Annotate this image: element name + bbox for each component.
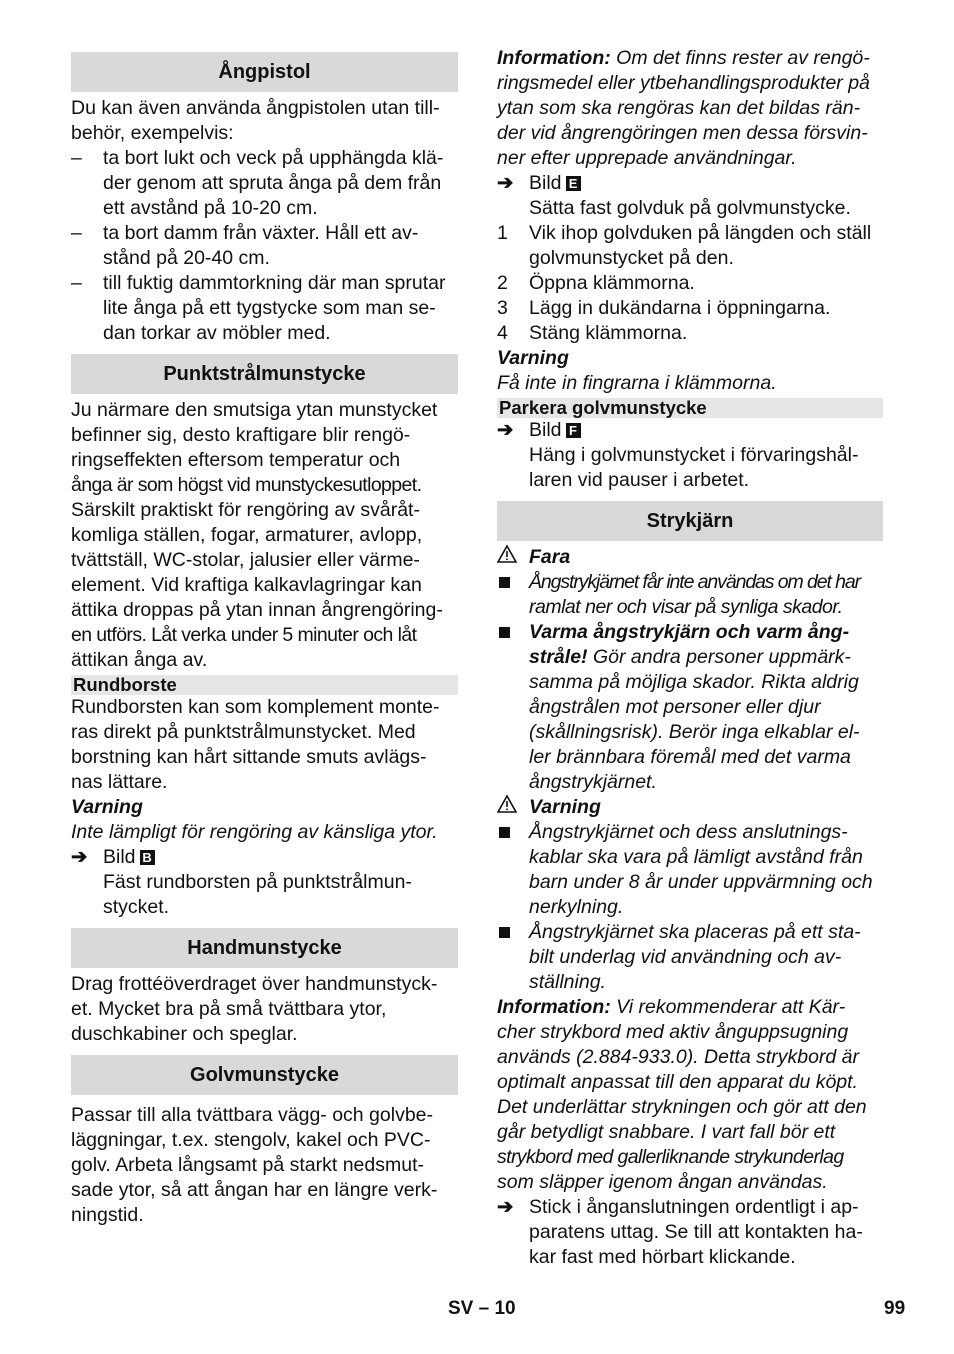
paragraph-line: Ju närmare den smutsiga ytan munstycket bbox=[71, 399, 438, 421]
bullet-item bbox=[497, 820, 883, 920]
paragraph-line: behör, exempelvis: bbox=[71, 122, 234, 144]
section-heading-punktstralmunstycke: Punktstrålmunstycke bbox=[71, 354, 458, 394]
info-text: ner efter upprepade användningar. bbox=[497, 147, 797, 169]
paragraph-line: tvättställ, WC-stolar, jalusier eller värme- bbox=[71, 549, 420, 571]
step-number: 1 bbox=[497, 222, 508, 244]
instruction-line: Fäst rundborsten på punktstrålmun- bbox=[103, 871, 412, 893]
warning-text: Inte lämpligt för rengöring av känsliga ytor. bbox=[71, 821, 438, 843]
dash-list-item bbox=[71, 146, 458, 221]
list-item-line: ett avstånd på 10-20 cm. bbox=[103, 197, 318, 219]
figure-letter-badge: F bbox=[566, 423, 581, 438]
bullet-text: Ångstrykjärnet ska placeras på ett sta- bbox=[529, 921, 861, 943]
numbered-step bbox=[497, 221, 883, 271]
instruction-line: Häng i golvmunstycket i förvaringshål- bbox=[529, 444, 859, 466]
arrow-icon: ➔ bbox=[71, 846, 88, 868]
info-text: strykbord med gallerliknande strykunderlag bbox=[497, 1146, 844, 1168]
paragraph-line: Särskilt praktiskt för rengöring av svåråt- bbox=[71, 499, 420, 521]
warning-title: Varning bbox=[497, 347, 569, 369]
dash-marker: – bbox=[71, 272, 82, 294]
warning-triangle-icon bbox=[497, 545, 527, 570]
section-heading-golvmunstycke: Golvmunstycke bbox=[71, 1055, 458, 1095]
bullet-text: kablar ska vara på lämligt avstånd från bbox=[529, 846, 863, 868]
bullet-text: ångstrykjärnet. bbox=[529, 771, 657, 793]
punkt-paragraph bbox=[71, 398, 458, 673]
bullet-text: bilt underlag vid användning och av- bbox=[529, 946, 842, 968]
paragraph-line: Du kan även använda ångpistolen utan till- bbox=[71, 97, 440, 119]
step-number: 3 bbox=[497, 297, 508, 319]
instruction-line: stycket. bbox=[103, 896, 170, 918]
step-number: 2 bbox=[497, 272, 508, 294]
numbered-step bbox=[497, 296, 883, 321]
footer-section-label: SV – 10 bbox=[448, 1298, 516, 1319]
bullet-text: ler brännbara föremål med det varma bbox=[529, 746, 851, 768]
paragraph-line: borstning kan hårt sittande smuts avlägs- bbox=[71, 746, 427, 768]
bullet-text-bold: Varma ångstrykjärn och varm ång- bbox=[529, 621, 850, 643]
info-text: cher strykbord med aktiv ånguppsugning bbox=[497, 1021, 849, 1043]
paragraph-line: ringseffekten eftersom temperatur och bbox=[71, 449, 401, 471]
dash-list-item bbox=[71, 271, 458, 346]
bullet-text: ställning. bbox=[529, 971, 606, 993]
warning-title: Varning bbox=[71, 796, 143, 818]
section-heading-handmunstycke: Handmunstycke bbox=[71, 928, 458, 968]
list-item-line: till fuktig dammtorkning där man sprutar bbox=[103, 272, 446, 294]
arrow-icon: ➔ bbox=[497, 172, 514, 194]
bullet-square-icon bbox=[499, 827, 510, 838]
bullet-text: ångstrålen mot personer eller djur bbox=[529, 696, 821, 718]
step-text: Stäng klämmorna. bbox=[529, 322, 688, 344]
figure-ref-label: Bild bbox=[103, 846, 136, 868]
instruction-line: kar fast med hörbart klickande. bbox=[529, 1246, 796, 1268]
paragraph-line: Passar till alla tvättbara vägg- och golvbe- bbox=[71, 1104, 434, 1126]
left-column bbox=[71, 44, 458, 1228]
figure-letter-badge: B bbox=[140, 850, 155, 865]
step-text: Lägg in dukändarna i öppningarna. bbox=[529, 297, 831, 319]
bullet-square-icon bbox=[499, 577, 510, 588]
info-label: Information: bbox=[497, 996, 611, 1018]
info-text: optimalt anpassat till den apparat du köpt. bbox=[497, 1071, 858, 1093]
section-heading-angpistol: Ångpistol bbox=[71, 52, 458, 92]
info-text: der vid ångrengöringen men dessa försvin- bbox=[497, 122, 868, 144]
dash-list-item bbox=[71, 221, 458, 271]
bullet-text-bold: stråle! bbox=[529, 646, 588, 668]
instruction-line: laren vid pauser i arbetet. bbox=[529, 469, 750, 491]
bullet-item bbox=[497, 570, 883, 620]
bullet-text: Ångstrykjärnet får inte användas om det har bbox=[529, 571, 860, 593]
figure-ref-label: Bild bbox=[529, 419, 562, 441]
paragraph-line: Rundborsten kan som komplement monte- bbox=[71, 696, 440, 718]
figure-letter-badge: E bbox=[566, 176, 581, 191]
paragraph-line: en utförs. Låt verka under 5 minuter och låt bbox=[71, 624, 417, 646]
info-text: Vi rekommenderar att Kär- bbox=[610, 996, 846, 1018]
paragraph-line: Drag frottéöverdraget över handmunstyck- bbox=[71, 973, 438, 995]
step-number: 4 bbox=[497, 322, 508, 344]
arrow-icon: ➔ bbox=[497, 419, 514, 441]
bullet-text: nerkylning. bbox=[529, 896, 624, 918]
list-item-line: ta bort damm från växter. Håll ett av- bbox=[103, 222, 419, 244]
list-item-line: stånd på 20-40 cm. bbox=[103, 247, 270, 269]
bullet-text: Ångstrykjärnet och dess anslutnings- bbox=[529, 821, 848, 843]
info-label: Information: bbox=[497, 47, 611, 69]
list-item-line: ta bort lukt och veck på upphängda klä- bbox=[103, 147, 444, 169]
dash-marker: – bbox=[71, 222, 82, 244]
subheading-parkera-golvmunstycke: Parkera golvmunstycke bbox=[497, 398, 883, 418]
paragraph-line: nas lättare. bbox=[71, 771, 168, 793]
bullet-text: (skållningsrisk). Berör inga elkablar el- bbox=[529, 721, 860, 743]
warning-title: Varning bbox=[529, 796, 601, 818]
paragraph-line: komliga ställen, fogar, armaturer, avlopp, bbox=[71, 524, 423, 546]
paragraph-line: sade ytor, så att ångan har en längre verk- bbox=[71, 1179, 438, 1201]
bullet-item bbox=[497, 920, 883, 995]
danger-title: Fara bbox=[529, 546, 571, 568]
step-text: Vik ihop golvduken på längden och ställ bbox=[529, 222, 872, 244]
paragraph-line: et. Mycket bra på små tvättbara ytor, bbox=[71, 998, 387, 1020]
instruction-line: paratens uttag. Se till att kontakten ha- bbox=[529, 1221, 863, 1243]
bullet-square-icon bbox=[499, 627, 510, 638]
figure-ref-label: Bild bbox=[529, 172, 562, 194]
paragraph-line: befinner sig, desto kraftigare blir rengö- bbox=[71, 424, 411, 446]
info-text: ringsmedel eller ytbehandlingsprodukter på bbox=[497, 72, 870, 94]
step-text: Öppna klämmorna. bbox=[529, 272, 695, 294]
list-item-line: dan torkar av möbler med. bbox=[103, 322, 331, 344]
right-column bbox=[497, 44, 883, 1270]
info-text: går betydligt snabbare. I vart fall bör ett bbox=[497, 1121, 836, 1143]
info-text: används (2.884-933.0). Detta strykbord är bbox=[497, 1046, 860, 1068]
paragraph-line: ras direkt på punktstrålmunstycket. Med bbox=[71, 721, 416, 743]
paragraph-line: ningstid. bbox=[71, 1204, 144, 1226]
paragraph-line: duschkabiner och speglar. bbox=[71, 1023, 298, 1045]
info-text: Om det finns rester av rengö- bbox=[610, 47, 870, 69]
subheading-rundborste: Rundborste bbox=[71, 675, 458, 695]
dash-marker: – bbox=[71, 147, 82, 169]
paragraph-line: ånga är som högst vid munstyckesutloppet. bbox=[71, 474, 422, 496]
numbered-step bbox=[497, 321, 883, 346]
instruction-line: Stick i ånganslutningen ordentligt i ap- bbox=[529, 1196, 859, 1218]
page-number: 99 bbox=[884, 1298, 906, 1319]
info-text: ytan som ska rengöras kan det bildas rän- bbox=[497, 97, 861, 119]
list-item-line: lite ånga på ett tygstycke som man se- bbox=[103, 297, 436, 319]
bullet-text: barn under 8 år under uppvärmning och bbox=[529, 871, 873, 893]
warning-triangle-icon bbox=[497, 795, 527, 820]
paragraph-line: ättika droppas på ytan innan ångrengöring- bbox=[71, 599, 443, 621]
info-text: Det underlättar strykningen och gör att den bbox=[497, 1096, 867, 1118]
paragraph-line: golv. Arbeta långsamt på starkt nedsmut- bbox=[71, 1154, 424, 1176]
instruction-line: Sätta fast golvduk på golvmunstycke. bbox=[529, 197, 851, 219]
bullet-text: ramlat ner och visar på synliga skador. bbox=[529, 596, 843, 618]
list-item-line: der genom att spruta ånga på dem från bbox=[103, 172, 442, 194]
section-heading-strykjarn: Strykjärn bbox=[497, 501, 883, 541]
bullet-square-icon bbox=[499, 927, 510, 938]
step-text: golvmunstycket på den. bbox=[529, 247, 734, 269]
paragraph-line: läggningar, t.ex. stengolv, kakel och PVC- bbox=[71, 1129, 431, 1151]
warning-text: Få inte in fingrarna i klämmorna. bbox=[497, 372, 777, 394]
bullet-item bbox=[497, 620, 883, 795]
arrow-icon: ➔ bbox=[497, 1196, 514, 1218]
numbered-step bbox=[497, 271, 883, 296]
paragraph-line: element. Vid kraftiga kalkavlagringar kan bbox=[71, 574, 422, 596]
paragraph-line: ättikan ånga av. bbox=[71, 649, 208, 671]
bullet-text: samma på möjliga skador. Rikta aldrig bbox=[529, 671, 859, 693]
info-text: som släpper igenom ångan användas. bbox=[497, 1171, 828, 1193]
bullet-text: Gör andra personer uppmärk- bbox=[587, 646, 851, 668]
